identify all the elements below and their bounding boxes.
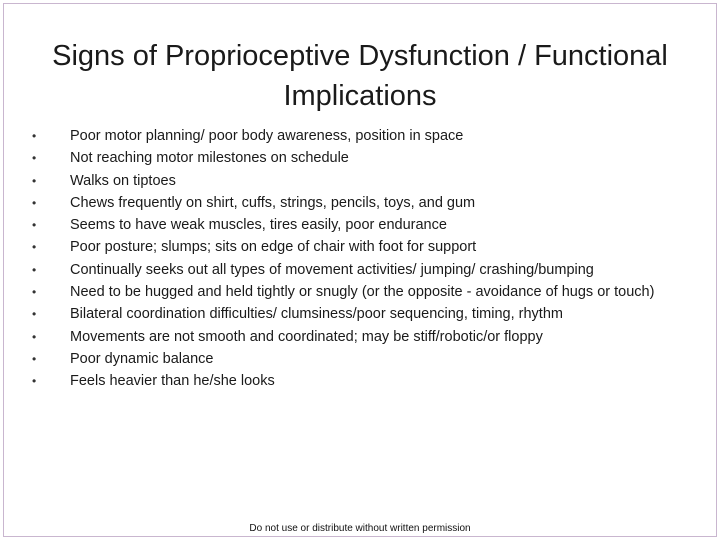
bullet-item <box>30 351 676 367</box>
footer-notice: Do not use or distribute without written permission <box>249 523 471 534</box>
bullet-dot-icon: • <box>32 374 37 389</box>
bullet-item <box>30 306 676 322</box>
bullet-text: Walks on tiptoes <box>70 172 176 189</box>
bullet-text: Need to be hugged and held tightly or snugly (or the opposite - avoidance of hugs or touch) <box>70 284 655 301</box>
bullet-text: Bilateral coordination difficulties/ clumsiness/poor sequencing, timing, rhythm <box>70 306 563 323</box>
bullet-dot-icon: • <box>32 329 37 344</box>
bullet-text: Seems to have weak muscles, tires easily, poor endurance <box>70 217 447 234</box>
bullet-item <box>30 329 676 345</box>
bullet-item <box>30 128 676 144</box>
bullet-text: Continually seeks out all types of movement activities/ jumping/ crashing/bumping <box>70 261 594 278</box>
bullet-item <box>30 150 676 166</box>
bullet-dot-icon: • <box>32 195 37 210</box>
bullet-dot-icon: • <box>32 151 37 166</box>
bullet-item <box>30 262 676 278</box>
bullet-text: Not reaching motor milestones on schedule <box>70 150 349 167</box>
bullet-item <box>30 173 676 189</box>
slide-title <box>34 36 686 116</box>
bullet-text: Feels heavier than he/she looks <box>70 373 275 390</box>
slide-title-line-1: Signs of Proprioceptive Dysfunction / Functional <box>52 40 668 72</box>
bullet-text: Chews frequently on shirt, cuffs, strings, pencils, toys, and gum <box>70 194 476 211</box>
bullet-dot-icon: • <box>32 218 37 233</box>
bullet-dot-icon: • <box>32 307 37 322</box>
bullet-dot-icon: • <box>32 351 37 366</box>
bullet-item <box>30 373 676 389</box>
bullet-item <box>30 284 676 300</box>
bullet-list <box>30 128 676 396</box>
bullet-text: Poor posture; slumps; sits on edge of chair with foot for support <box>70 239 477 256</box>
bullet-item <box>30 217 676 233</box>
bullet-item <box>30 195 676 211</box>
bullet-text: Poor dynamic balance <box>70 350 214 367</box>
bullet-text: Poor motor planning/ poor body awareness, position in space <box>70 128 464 144</box>
bullet-dot-icon: • <box>32 285 37 300</box>
bullet-dot-icon: • <box>32 240 37 255</box>
bullet-dot-icon: • <box>32 129 37 143</box>
slide-title-line-2: Implications <box>283 80 437 112</box>
slide <box>3 3 717 537</box>
bullet-text: Movements are not smooth and coordinated; may be stiff/robotic/or floppy <box>70 328 543 345</box>
bullet-item <box>30 239 676 255</box>
bullet-dot-icon: • <box>32 262 37 277</box>
bullet-dot-icon: • <box>32 173 37 188</box>
